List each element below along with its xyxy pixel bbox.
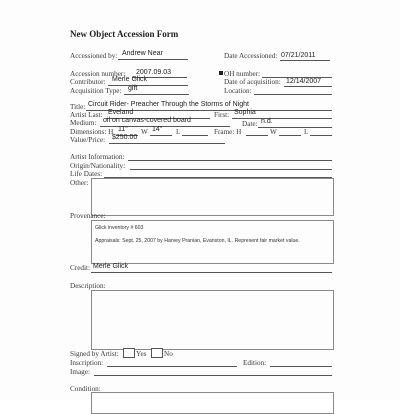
yes-label: Yes: [136, 350, 147, 358]
value-price-label: Value/Price:: [70, 136, 106, 144]
oh-number-checkbox[interactable]: [219, 71, 223, 75]
dim-w-value[interactable]: 14": [152, 126, 163, 133]
date-of-acquisition-line: [284, 86, 332, 87]
dim-l-line[interactable]: [182, 135, 208, 136]
credit-label: Credit:: [70, 264, 90, 272]
credit-line: [91, 272, 332, 273]
acquisition-type-value[interactable]: gift: [128, 85, 138, 92]
date-accessioned-label: Date Accessioned:: [224, 52, 278, 60]
contributor-value[interactable]: Merle Glick: [112, 76, 148, 83]
life-dates-label: Life Dates:: [70, 170, 103, 178]
artist-last-value[interactable]: Eveland: [108, 109, 134, 116]
dim-h-value[interactable]: 11": [118, 126, 128, 133]
frame-w-line[interactable]: [279, 135, 301, 136]
provenance-line-1: Glick inventory # 603: [95, 225, 144, 231]
artist-information-label: Artist Information:: [70, 153, 125, 161]
value-price-line: [109, 143, 225, 144]
frame-h-line[interactable]: [246, 135, 268, 136]
accessioned-by-line: [118, 59, 188, 60]
condition-textbox[interactable]: [91, 392, 334, 414]
title-value[interactable]: Circuit Rider- Preacher Through the Storms of Night: [88, 101, 249, 108]
artist-last-label: Artist Last:: [70, 111, 103, 119]
description-label: Description:: [70, 282, 106, 290]
title-label: Title:: [70, 103, 86, 111]
frame-l-label: L: [304, 128, 309, 136]
dim-l-label: L: [176, 128, 181, 136]
frame-w-label: W: [270, 128, 277, 136]
dim-w-label: W: [141, 128, 148, 136]
inscription-label: Inscription:: [70, 359, 104, 367]
edition-line[interactable]: [270, 366, 332, 367]
contributor-line: [108, 85, 188, 86]
other-textbox[interactable]: [91, 178, 334, 216]
description-textbox[interactable]: [91, 290, 334, 350]
signed-by-artist-label: Signed by Artist:: [70, 350, 119, 358]
first-label: First:: [214, 111, 230, 119]
dim-w-line: [150, 135, 172, 136]
provenance-label: Provenance:: [70, 212, 106, 220]
first-line: [232, 118, 332, 119]
first-value[interactable]: Sophia: [234, 109, 256, 116]
signed-no-checkbox[interactable]: [151, 348, 163, 358]
condition-label: Condition:: [70, 385, 101, 393]
image-line[interactable]: [94, 375, 332, 376]
date-label: Date:: [242, 120, 258, 128]
accessioned-by-value[interactable]: Andrew Near: [122, 50, 163, 57]
artist-information-line[interactable]: [128, 160, 332, 161]
dimensions-label: Dimensions: H: [70, 128, 114, 136]
frame-label: Frame: H: [214, 128, 242, 136]
origin-line[interactable]: [130, 169, 332, 170]
date-accessioned-line: [280, 60, 330, 61]
oh-number-label: OH number:: [224, 70, 261, 78]
frame-l-line[interactable]: [310, 135, 332, 136]
no-label: No: [164, 350, 173, 358]
medium-value[interactable]: oil on canvas-covered board: [103, 117, 191, 124]
other-label: Other:: [70, 179, 89, 187]
edition-label: Edition:: [243, 359, 267, 367]
inscription-line[interactable]: [107, 366, 237, 367]
date-value[interactable]: n.d.: [261, 118, 273, 125]
accession-number-value[interactable]: 2007.09.03: [136, 69, 172, 76]
location-line[interactable]: [254, 94, 332, 95]
accessioned-by-label: Accessioned by:: [70, 52, 118, 60]
value-price-value[interactable]: $250.00: [112, 134, 138, 141]
provenance-line-2: Appraisals: Sept. 25, 2007 by Harvey Pranian, Evanston, IL. Represent fair market value.: [95, 238, 300, 244]
location-label: Location:: [224, 87, 252, 95]
form-title: New Object Accession Form: [70, 29, 179, 39]
acquisition-type-line: [124, 94, 189, 95]
credit-value[interactable]: Merle Glick: [93, 263, 129, 270]
medium-label: Medium:: [70, 119, 97, 127]
date-accessioned-value[interactable]: 07/21/2011: [281, 52, 316, 59]
accession-number-label: Accession number:: [70, 70, 126, 78]
date-of-acquisition-label: Date of acquisition:: [224, 78, 281, 86]
signed-yes-checkbox[interactable]: [123, 348, 135, 358]
image-label: Image:: [70, 368, 90, 376]
date-of-acquisition-value[interactable]: 12/14/2007: [286, 78, 322, 85]
origin-label: Origin/Nationality:: [70, 162, 126, 170]
acquisition-type-label: Acquisition Type:: [70, 87, 122, 95]
contributor-label: Contributor:: [70, 78, 106, 86]
